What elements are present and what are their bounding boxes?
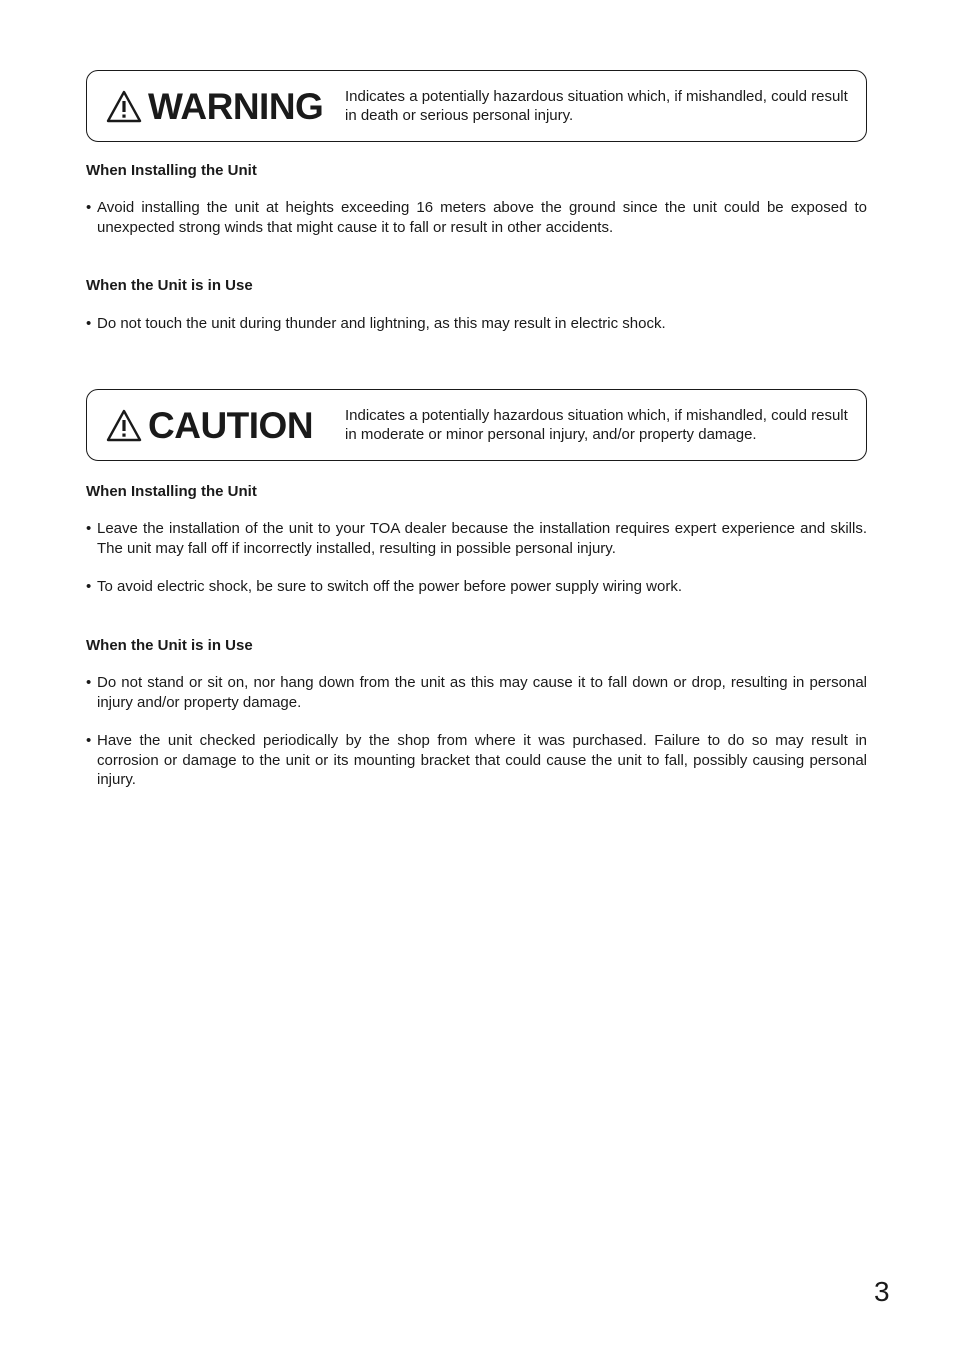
bullet-marker: • <box>86 520 92 537</box>
list-item-text: Have the unit checked periodically by the shop from where it was purchased. Failure to do so may result in corrosion or damage to the unit or its mounting bracket that could cause the unit to fall, possibly causing personal injury. <box>97 732 867 788</box>
warning-section-heading-installing: When Installing the Unit <box>86 162 257 179</box>
bullet-marker: • <box>86 674 92 691</box>
caution-section-heading-installing: When Installing the Unit <box>86 483 257 500</box>
warning-triangle-icon <box>106 90 142 123</box>
caution-description: Indicates a potentially hazardous situation which, if mishandled, could result in moderate or minor personal injury, and/or property damage. <box>345 407 848 443</box>
caution-section-heading-in-use: When the Unit is in Use <box>86 637 253 654</box>
list-item <box>86 198 867 237</box>
caution-title-text: CAUTION <box>148 404 314 446</box>
caution-triangle-icon <box>106 409 142 442</box>
warning-description: Indicates a potentially hazardous situation which, if mishandled, could result in death or serious personal injury. <box>345 88 848 124</box>
list-item-text: Leave the installation of the unit to your TOA dealer because the installation requires expert experience and skills. The unit may fall off if incorrectly installed, resulting in possible personal injury. <box>97 520 867 557</box>
bullet-marker: • <box>86 578 92 595</box>
page-number: 3 <box>874 1276 890 1307</box>
list-item <box>86 577 867 597</box>
caution-box <box>86 389 867 461</box>
warning-title-text: WARNING <box>148 85 324 127</box>
caution-title <box>106 390 313 460</box>
list-item-text: To avoid electric shock, be sure to switch off the power before power supply wiring work. <box>97 578 682 595</box>
list-item-text: Avoid installing the unit at heights exceeding 16 meters above the ground since the unit could be exposed to unexpected strong winds that might cause it to fall or result in other accidents. <box>97 199 867 236</box>
list-item-text: Do not touch the unit during thunder and lightning, as this may result in electric shock. <box>97 315 666 332</box>
list-item <box>86 519 867 558</box>
list-item <box>86 731 867 790</box>
bullet-marker: • <box>86 732 92 749</box>
list-item <box>86 314 867 334</box>
warning-section-heading-in-use: When the Unit is in Use <box>86 277 253 294</box>
warning-box <box>86 70 867 142</box>
list-item <box>86 673 867 712</box>
bullet-marker: • <box>86 315 92 332</box>
list-item-text: Do not stand or sit on, nor hang down from the unit as this may cause it to fall down or drop, resulting in personal injury and/or property damage. <box>97 674 867 711</box>
bullet-marker: • <box>86 199 92 216</box>
warning-title <box>106 71 323 141</box>
